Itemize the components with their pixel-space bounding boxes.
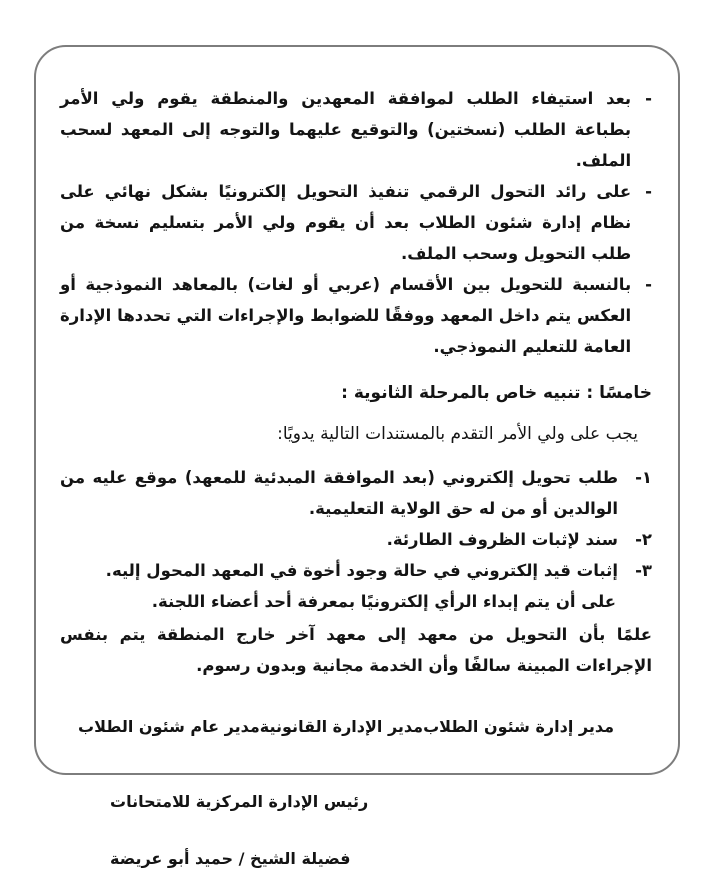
dash-bullet: - [645, 89, 652, 108]
bullet-text: بعد استيفاء الطلب لموافقة المعهدين والمنطقة يقوم ولي الأمر بطباعة الطلب (نسختين) والتوقيع عليهما والتوجه إلى المعهد لسحب الملف. [60, 89, 632, 170]
signature-exams-chief-title: رئيس الإدارة المركزية للامتحانات [110, 792, 369, 811]
section-heading: خامسًا : تنبيه خاص بالمرحلة الثانوية : [341, 383, 652, 403]
item-number: ١- [635, 468, 652, 487]
list-item [60, 462, 652, 524]
signatures-row [60, 711, 652, 742]
item-number: ٢- [635, 530, 652, 549]
list-item [60, 555, 652, 586]
item-text: سند لإثبات الظروف الطارئة. [386, 530, 618, 549]
signature-general-director: مدير عام شئون الطلاب [78, 717, 260, 736]
bullet-item [60, 269, 652, 362]
intro-paragraph: يجب على ولي الأمر التقدم بالمستندات التالية يدويًا: [277, 424, 638, 444]
signature-exams-chief-name: فضيلة الشيخ / حميد أبو عريضة [110, 849, 351, 868]
closing-note: علمًا بأن التحويل من معهد إلى معهد آخر خارج المنطقة يتم بنفس الإجراءات المبينة سالفًا وأن الخدمة مجانية وبدون رسوم. [60, 625, 652, 675]
document-frame [34, 45, 680, 868]
signature-student-affairs-director: مدير إدارة شئون الطلاب [423, 717, 614, 736]
dash-bullet: - [645, 275, 652, 294]
bullet-item [60, 83, 652, 176]
item-text: طلب تحويل إلكتروني (بعد الموافقة المبدئية للمعهد) موقع عليه من الوالدين أو من له حق الولاية التعليمية. [60, 468, 618, 518]
dash-bullet: - [645, 182, 652, 201]
bullet-text: على رائد التحول الرقمي تنفيذ التحويل إلكترونيًا بشكل نهائي على نظام إدارة شئون الطلاب بعد أن يقوم ولي الأمر بتسليم نسخة من طلب التحويل وسحب الملف. [60, 182, 632, 263]
item-number: ٣- [635, 561, 652, 580]
committee-note: على أن يتم إبداء الرأي إلكترونيًا بمعرفة أحد أعضاء اللجنة. [151, 592, 616, 611]
signature-legal-director: مدير الإدارة القانونية [259, 717, 424, 736]
item-text: إثبات قيد إلكتروني في حالة وجود أخوة في المعهد المحول إليه. [105, 561, 618, 580]
bullet-item [60, 176, 652, 269]
list-item [60, 524, 652, 555]
document-content [36, 47, 678, 874]
bullet-text: بالنسبة للتحويل بين الأقسام (عربي أو لغات) بالمعاهد النموذجية أو العكس يتم داخل المعهد ووفقًا للضوابط والإجراءات التي تحددها الإدارة العامة للتعليم النموذجي. [60, 275, 632, 356]
numbered-list [60, 462, 652, 617]
